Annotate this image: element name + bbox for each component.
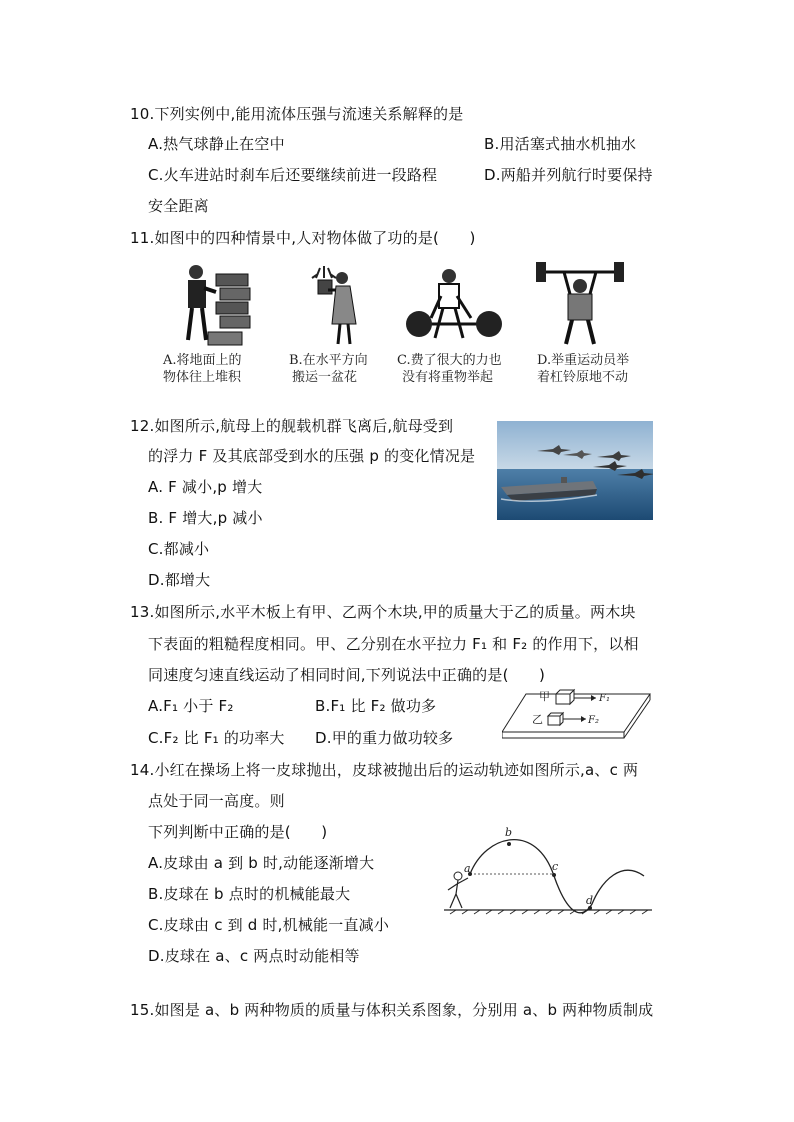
q14-option-d: D.皮球在 a、c 两点时动能相等: [148, 947, 360, 965]
q14-stem-line3: 下列判断中正确的是( ): [148, 823, 328, 841]
fig-label-f2: F₂: [588, 715, 599, 726]
q14-option-b: B.皮球在 b 点时的机械能最大: [148, 885, 351, 903]
q13-option-d: D.甲的重力做功较多: [315, 729, 454, 747]
q11-caption-a-line1: A.将地面上的: [163, 353, 242, 368]
aircraft-carrier-photo: [497, 421, 653, 520]
q12-option-c: C.都减小: [148, 540, 210, 558]
q10-option-d: D.两船并列航行时要保持: [484, 166, 653, 184]
q13-option-a: A.F₁ 小于 F₂: [148, 697, 234, 715]
q11-caption-c-line2: 没有将重物举起: [402, 370, 494, 385]
q12-option-d: D.都增大: [148, 571, 211, 589]
q14-stem-line2: 点处于同一高度。则: [148, 792, 285, 810]
q10-option-a: A.热气球静止在空中: [148, 135, 285, 153]
q14-option-a: A.皮球由 a 到 b 时,动能逐渐增大: [148, 854, 375, 872]
q14-option-c: C.皮球由 c 到 d 时,机械能一直减小: [148, 916, 390, 934]
q10-option-c: C.火车进站时刹车后还要继续前进一段路程: [148, 166, 438, 184]
q15-stem: 15.如图是 a、b 两种物质的质量与体积关系图象，分别用 a、b 两种物质制成: [130, 1001, 654, 1019]
q13-option-c: C.F₂ 比 F₁ 的功率大: [148, 729, 285, 747]
figure-lifting-barbell-fail: [405, 266, 505, 346]
q12-stem-line2: 的浮力 F 及其底部受到水的压强 p 的变化情况是: [148, 447, 476, 465]
point-label-a: a: [464, 862, 471, 875]
point-label-d: d: [586, 894, 594, 907]
figure-holding-barbell: [530, 262, 630, 348]
point-label-c: c: [552, 860, 559, 873]
fig-label-yi: 乙: [532, 713, 543, 726]
q10-option-d-continued: 安全距离: [148, 197, 209, 215]
figure-ball-trajectory: [440, 824, 660, 920]
figure-board-blocks: [502, 686, 652, 744]
q11-caption-d-line2: 着杠铃原地不动: [537, 370, 629, 385]
q11-caption-a-line2: 物体往上堆积: [163, 370, 242, 385]
q11-caption-d-line1: D.举重运动员举: [537, 353, 630, 368]
figure-stacking-boxes: [178, 262, 258, 352]
point-label-b: b: [505, 826, 513, 839]
fig-label-jia: 甲: [539, 690, 550, 703]
q12-option-b: B. F 增大,p 减小: [148, 509, 263, 527]
q13-option-b: B.F₁ 比 F₂ 做功多: [315, 697, 437, 715]
q11-caption-b-line2: 搬运一盆花: [292, 370, 358, 385]
q10-stem: 10.下列实例中,能用流体压强与流速关系解释的是: [130, 105, 464, 123]
q13-stem-line2: 下表面的粗糙程度相同。甲、乙分别在水平拉力 F₁ 和 F₂ 的作用下，以相: [148, 635, 639, 653]
q11-stem: 11.如图中的四种情景中,人对物体做了功的是( ): [130, 229, 476, 247]
q12-stem-line1: 12.如图所示,航母上的舰载机群飞离后,航母受到: [130, 417, 454, 435]
q10-option-b: B.用活塞式抽水机抽水: [484, 135, 637, 153]
q11-caption-b-line1: B.在水平方向: [289, 353, 368, 368]
fig-label-f1: F₁: [599, 693, 610, 704]
figure-carrying-flower: [298, 262, 368, 352]
q13-stem-line3: 同速度匀速直线运动了相同时间,下列说法中正确的是( ): [148, 666, 546, 684]
q12-option-a: A. F 减小,p 增大: [148, 478, 263, 496]
q11-caption-c-line1: C.费了很大的力也: [397, 353, 502, 368]
q13-stem-line1: 13.如图所示,水平木板上有甲、乙两个木块,甲的质量大于乙的质量。两木块: [130, 603, 636, 621]
q14-stem-line1: 14.小红在操场上将一皮球抛出，皮球被抛出后的运动轨迹如图所示,a、c 两: [130, 761, 639, 779]
